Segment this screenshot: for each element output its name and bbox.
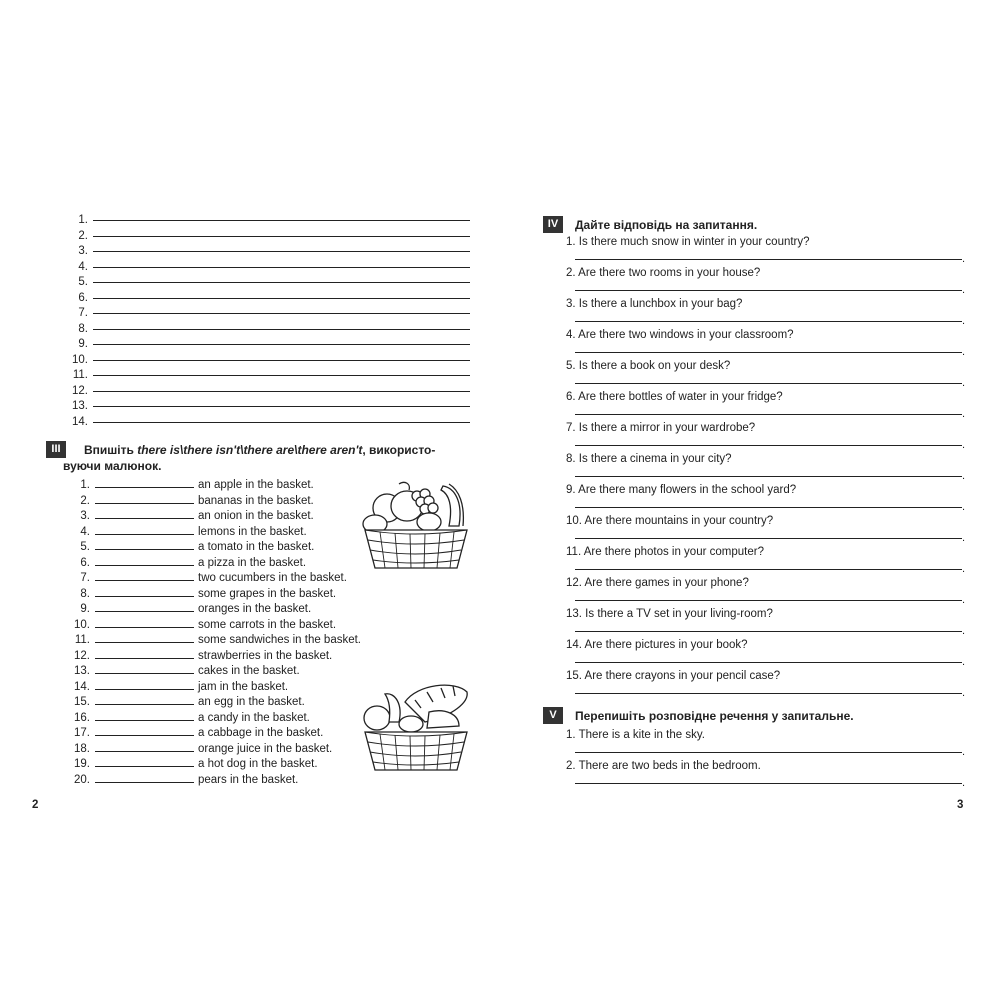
answer-end-dot: . [962,625,966,637]
answer-line[interactable] [93,282,470,283]
item-number: 13. [74,665,90,677]
item-text: some sandwiches in the basket. [198,634,362,646]
question-text: 12. Are there games in your phone? [566,577,749,589]
fill-in-blank[interactable] [95,751,194,752]
answer-line[interactable] [575,783,962,784]
answer-end-dot: . [962,501,966,513]
fill-in-blank[interactable] [95,735,194,736]
line-number: 4. [78,260,88,273]
item-number: 12. [74,649,90,662]
fill-in-blank[interactable] [95,689,194,690]
item-text: a cabbage in the basket. [198,727,324,739]
answer-end-dot: . [962,470,966,482]
question-text: 2. Are there two rooms in your house? [566,267,761,279]
fill-in-blank[interactable] [95,720,194,721]
line-number: 6. [78,291,88,304]
answer-line[interactable] [575,476,962,477]
line-number: 3. [78,245,88,257]
item-text: two cucumbers in the basket. [198,572,347,584]
answer-line[interactable] [93,298,470,299]
answer-line[interactable] [93,267,470,268]
item-text: an egg in the basket. [198,696,305,708]
item-number: 16. [74,711,90,724]
item-number: 11. [74,634,90,646]
section-3-instruction-line2: вуючи малюнок. [63,459,162,473]
item-number: 4. [80,525,90,538]
fill-in-blank[interactable] [95,487,194,488]
item-text: lemons in the basket. [198,525,307,538]
fill-in-blank[interactable] [95,503,194,504]
item-number: 20. [74,773,90,786]
fill-in-blank[interactable] [95,534,194,535]
answer-line[interactable] [93,375,470,376]
item-number: 6. [80,556,90,569]
fill-in-blank[interactable] [95,549,194,550]
page-number-right: 3 [957,799,964,811]
item-number: 9. [80,603,90,615]
item-text: oranges in the basket. [198,603,312,615]
answer-end-dot: . [962,746,966,758]
answer-line[interactable] [575,445,962,446]
instruction-suffix: , використо- [362,443,436,457]
answer-line[interactable] [93,344,470,345]
item-number: 3. [80,510,90,522]
item-text: strawberries in the basket. [198,649,333,662]
section-4-badge: IV [543,216,563,233]
item-number: 8. [80,587,90,600]
line-number: 8. [78,322,88,335]
item-number: 17. [74,727,90,739]
answer-line[interactable] [575,352,962,353]
fill-in-blank[interactable] [95,611,194,612]
line-number: 5. [78,276,88,288]
section-4-title: Дайте відповідь на запитання. [575,218,758,232]
item-text: a candy in the basket. [198,711,310,724]
answer-end-dot: . [962,777,966,789]
line-number: 10. [72,353,88,366]
answer-end-dot: . [962,532,966,544]
answer-line[interactable] [93,422,470,423]
question-text: 8. Is there a cinema in your city? [566,453,732,465]
answer-end-dot: . [962,346,966,358]
answer-line[interactable] [93,236,470,237]
answer-end-dot: . [962,687,966,699]
item-text: an apple in the basket. [198,479,314,491]
answer-line[interactable] [93,313,470,314]
answer-line[interactable] [575,414,962,415]
question-text: 7. Is there a mirror in your wardrobe? [566,422,756,434]
item-text: bananas in the basket. [198,494,314,507]
answer-end-dot: . [962,439,966,451]
answer-line[interactable] [575,290,962,291]
answer-line[interactable] [575,600,962,601]
vegetable-basket-illustration [355,676,475,776]
answer-line[interactable] [575,507,962,508]
item-number: 18. [74,742,90,755]
answer-end-dot: . [962,563,966,575]
question-text: 15. Are there crayons in your pencil case? [566,670,781,682]
fill-in-blank[interactable] [95,596,194,597]
answer-line[interactable] [93,220,470,221]
fill-in-blank[interactable] [95,642,194,643]
answer-line[interactable] [575,569,962,570]
item-text: cakes in the basket. [198,665,300,677]
fill-in-blank[interactable] [95,518,194,519]
question-text: 10. Are there mountains in your country? [566,515,774,527]
section-3-badge: III [46,441,66,458]
fill-in-blank[interactable] [95,658,194,659]
page-number-left: 2 [32,799,39,811]
fill-in-blank[interactable] [95,766,194,767]
item-number: 15. [74,696,90,708]
line-number: 7. [78,307,88,319]
answer-line[interactable] [575,538,962,539]
question-text: 5. Is there a book on your desk? [566,360,731,372]
answer-end-dot: . [962,656,966,668]
answer-line[interactable] [575,259,962,260]
item-number: 2. [80,494,90,507]
sentence-text: 1. There is a kite in the sky. [566,729,705,741]
instruction-prefix: Впишіть [84,443,138,457]
item-number: 5. [80,541,90,553]
answer-line[interactable] [93,391,470,392]
line-number: 12. [72,384,88,397]
answer-line[interactable] [575,662,962,663]
line-number: 13. [72,400,88,412]
item-text: a tomato in the basket. [198,541,315,553]
item-number: 14. [74,680,90,693]
answer-line[interactable] [93,360,470,361]
fill-in-blank[interactable] [95,782,194,783]
item-text: pears in the basket. [198,773,299,786]
item-text: some carrots in the basket. [198,618,337,631]
answer-end-dot: . [962,253,966,265]
item-number: 7. [80,572,90,584]
fill-in-blank[interactable] [95,565,194,566]
question-text: 3. Is there a lunchbox in your bag? [566,298,743,310]
answer-end-dot: . [962,284,966,296]
answer-end-dot: . [962,408,966,420]
item-text: jam in the basket. [198,680,289,693]
fill-in-blank[interactable] [95,704,194,705]
fill-in-blank[interactable] [95,627,194,628]
item-text: a hot dog in the basket. [198,758,318,770]
answer-line[interactable] [575,383,962,384]
item-number: 10. [74,618,90,631]
question-text: 6. Are there bottles of water in your fridge? [566,391,783,403]
item-number: 1. [80,479,90,491]
line-number: 11. [72,369,88,381]
answer-line[interactable] [93,251,470,252]
line-number: 9. [78,338,88,350]
section-5-badge: V [543,707,563,724]
item-text: orange juice in the basket. [198,742,333,755]
item-text: a pizza in the basket. [198,556,307,569]
line-number: 2. [78,229,88,242]
item-number: 19. [74,758,90,770]
answer-line[interactable] [575,693,962,694]
answer-line[interactable] [93,406,470,407]
fruit-basket-illustration [355,474,475,574]
answer-line[interactable] [575,631,962,632]
question-text: 13. Is there a TV set in your living-room? [566,608,773,620]
sentence-text: 2. There are two beds in the bedroom. [566,760,761,772]
answer-end-dot: . [962,594,966,606]
question-text: 9. Are there many flowers in the school yard? [566,484,797,496]
answer-end-dot: . [962,377,966,389]
answer-line[interactable] [575,321,962,322]
question-text: 1. Is there much snow in winter in your country? [566,236,810,248]
answer-line[interactable] [93,329,470,330]
question-text: 11. Are there photos in your computer? [566,546,764,558]
section-3-instruction [84,442,474,458]
item-text: an onion in the basket. [198,510,314,522]
section-5-title: Перепишіть розповідне речення у запитальне. [575,709,854,723]
line-number: 14. [72,415,88,428]
question-text: 4. Are there two windows in your classroom? [566,329,794,341]
answer-line[interactable] [575,752,962,753]
item-text: some grapes in the basket. [198,587,337,600]
fill-in-blank[interactable] [95,580,194,581]
answer-end-dot: . [962,315,966,327]
question-text: 14. Are there pictures in your book? [566,639,748,651]
instruction-italic: there is\there isn't\there are\there aren't [137,443,363,457]
fill-in-blank[interactable] [95,673,194,674]
line-number: 1. [78,214,88,226]
